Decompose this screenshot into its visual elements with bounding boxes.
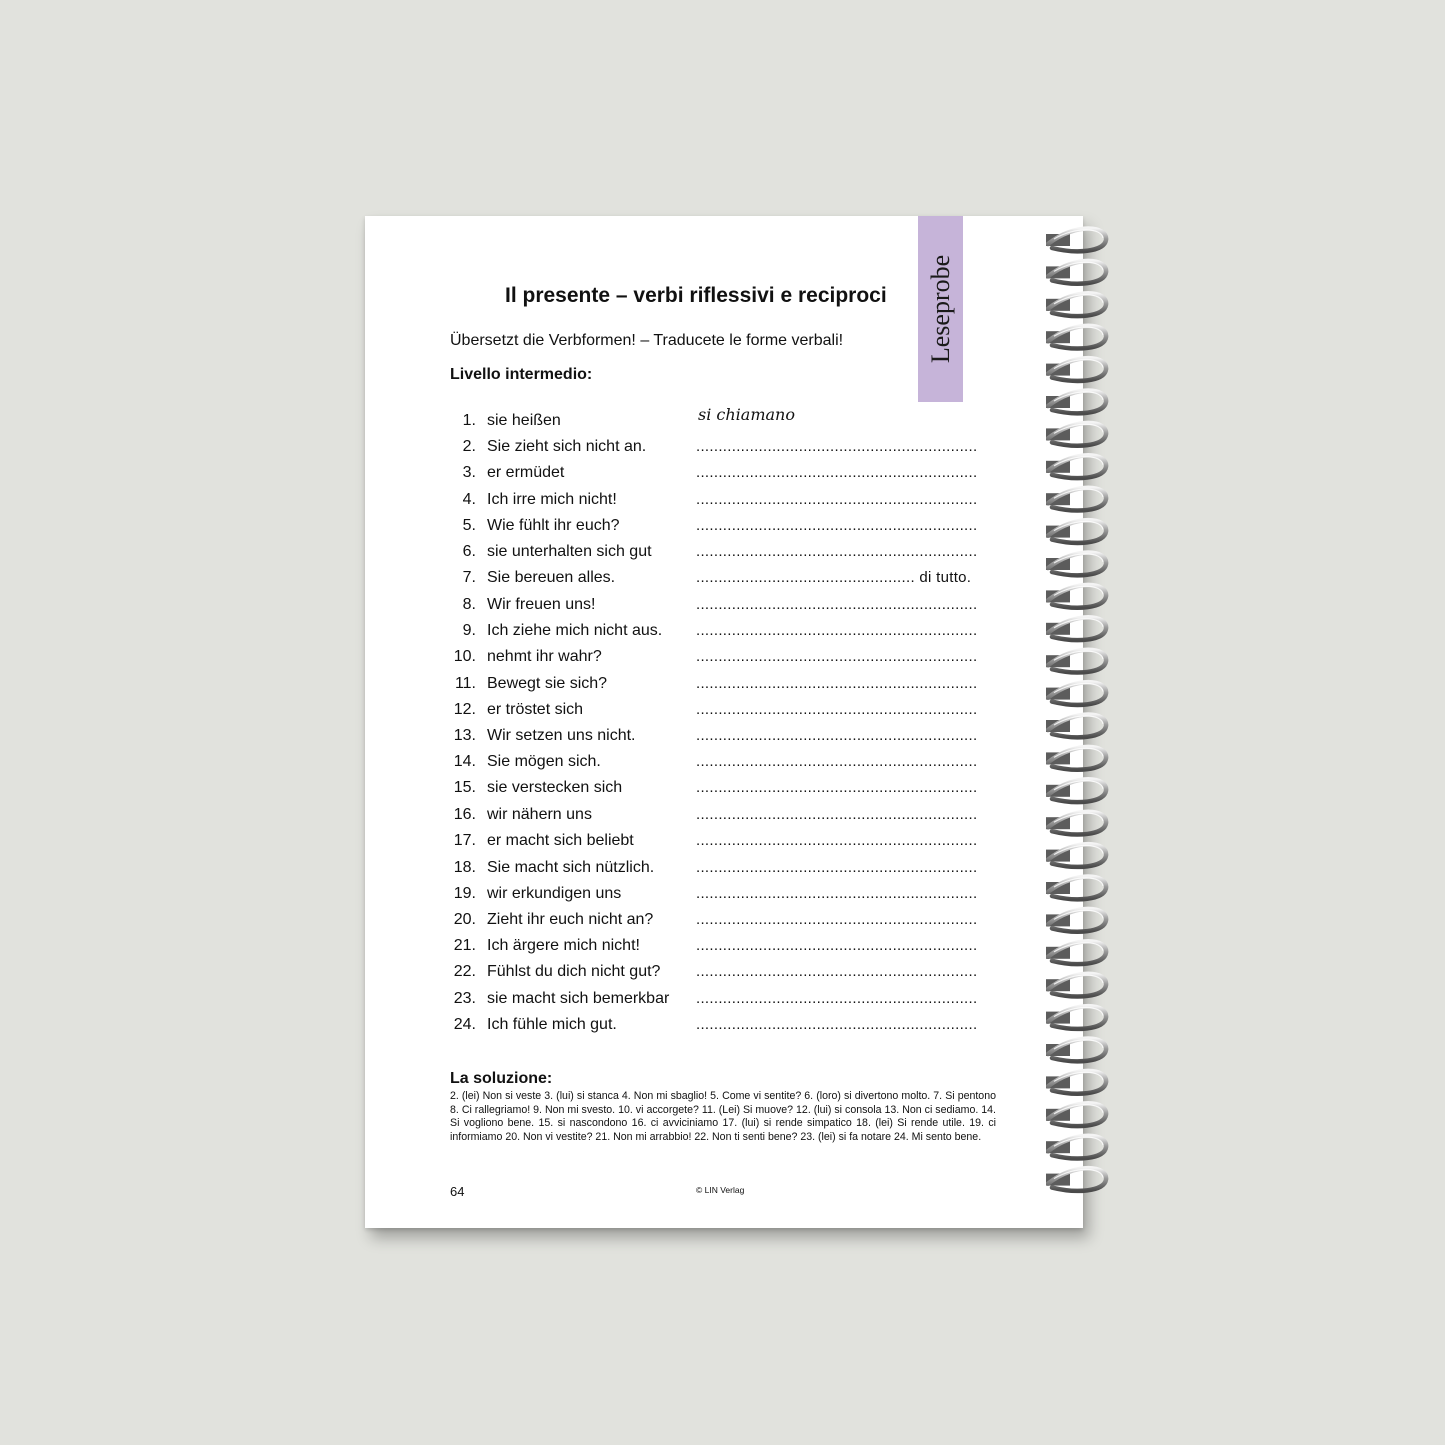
exercise-row xyxy=(450,752,992,778)
exercise-answer-blank[interactable]: ............................................................... xyxy=(696,806,978,823)
exercise-number: 9. xyxy=(462,622,476,639)
exercise-number: 21. xyxy=(453,937,476,954)
copyright-notice: © LIN Verlag xyxy=(696,1185,745,1195)
exercise-answer-blank[interactable]: ............................................................... xyxy=(696,779,978,796)
exercise-german: Sie mögen sich. xyxy=(487,753,601,770)
page-number: 64 xyxy=(450,1184,465,1199)
spiral-coil xyxy=(1046,293,1106,316)
spiral-coil xyxy=(1046,747,1106,770)
exercise-answer-handwritten: si chiamano xyxy=(698,405,795,424)
spiral-coil xyxy=(1046,1168,1106,1191)
exercise-answer-blank[interactable]: ............................................................... xyxy=(696,937,978,954)
instruction-text: Übersetzt die Verbformen! – Traducete le forme verbali! xyxy=(450,332,844,349)
exercise-row xyxy=(450,700,992,726)
spiral-coil xyxy=(1046,261,1106,284)
exercise-german: Zieht ihr euch nicht an? xyxy=(487,911,654,928)
exercise-number: 19. xyxy=(453,885,476,902)
leseprobe-tab-label: Leseprobe xyxy=(925,254,955,364)
spiral-coil xyxy=(1046,455,1106,478)
exercise-row xyxy=(450,726,992,752)
leseprobe-tab xyxy=(918,216,963,402)
exercise-row xyxy=(450,989,992,1015)
spiral-coil xyxy=(1046,229,1106,252)
exercise-row xyxy=(450,1015,992,1041)
exercise-number: 14. xyxy=(453,753,476,770)
exercise-number: 17. xyxy=(453,832,476,849)
spiral-coil xyxy=(1046,1039,1106,1062)
exercise-number: 11. xyxy=(454,675,476,692)
spiral-binding xyxy=(1046,224,1110,1226)
exercise-row xyxy=(450,805,992,831)
spiral-coil xyxy=(1046,391,1106,414)
exercise-answer-blank[interactable]: ............................................................... xyxy=(696,990,978,1007)
spiral-coil xyxy=(1046,682,1106,705)
exercise-german: er ermüdet xyxy=(487,464,565,481)
exercise-number: 18. xyxy=(453,859,476,876)
spiral-coil xyxy=(1046,779,1106,802)
spiral-coil xyxy=(1046,553,1106,576)
exercise-row xyxy=(450,936,992,962)
exercise-number: 10. xyxy=(453,648,476,665)
spiral-coil xyxy=(1046,488,1106,511)
exercise-answer-blank[interactable]: ............................................................... xyxy=(696,648,978,665)
exercise-row xyxy=(450,647,992,673)
level-heading: Livello intermedio: xyxy=(450,366,593,383)
exercise-german: Sie zieht sich nicht an. xyxy=(487,438,647,455)
spiral-coil xyxy=(1046,617,1106,640)
exercise-german: wir erkundigen uns xyxy=(487,885,622,902)
exercise-answer-blank[interactable]: ............................................................... xyxy=(696,885,978,902)
exercise-row xyxy=(450,910,992,936)
exercise-row xyxy=(450,542,992,568)
spiral-coil xyxy=(1046,877,1106,900)
exercise-row xyxy=(450,463,992,489)
exercise-number: 15. xyxy=(453,779,476,796)
exercise-answer-blank[interactable]: ............................................................... xyxy=(696,517,978,534)
solution-heading: La soluzione: xyxy=(450,1070,553,1087)
exercise-german: Wir freuen uns! xyxy=(487,596,596,613)
spiral-coil xyxy=(1046,650,1106,673)
exercise-number: 5. xyxy=(462,517,476,534)
exercise-german: nehmt ihr wahr? xyxy=(487,648,602,665)
spiral-coil xyxy=(1046,812,1106,835)
exercise-number: 8. xyxy=(462,596,476,613)
page-title: Il presente – verbi riflessivi e reciproci xyxy=(505,284,887,307)
spiral-coil xyxy=(1046,423,1106,446)
exercise-number: 22. xyxy=(453,963,476,980)
exercise-row xyxy=(450,490,992,516)
spiral-coil xyxy=(1046,715,1106,738)
exercise-german: sie verstecken sich xyxy=(487,779,623,796)
spiral-coil xyxy=(1046,358,1106,381)
exercise-answer-blank[interactable]: ............................................................... xyxy=(696,911,978,928)
exercise-number: 3. xyxy=(462,464,476,481)
exercise-answer-blank[interactable]: ............................................................... xyxy=(696,543,978,560)
spiral-coil xyxy=(1046,941,1106,964)
spiral-coil xyxy=(1046,1103,1106,1126)
exercise-answer-blank[interactable]: ............................................................... xyxy=(696,622,978,639)
exercise-number: 6. xyxy=(462,543,476,560)
exercise-row xyxy=(450,595,992,621)
exercise-answer-blank[interactable]: ............................................................... xyxy=(696,701,978,718)
exercise-german: Bewegt sie sich? xyxy=(487,675,608,692)
exercise-german: wir nähern uns xyxy=(487,806,592,823)
exercise-answer-blank[interactable]: ............................................................... xyxy=(696,464,978,481)
exercise-row xyxy=(450,884,992,910)
exercise-answer-blank[interactable]: ............................................................... xyxy=(696,1016,978,1033)
exercise-answer-blank[interactable]: ............................................................... xyxy=(696,832,978,849)
spiral-coil xyxy=(1046,1136,1106,1159)
exercise-answer-blank[interactable]: ............................................................... xyxy=(696,727,978,744)
exercise-german: er tröstet sich xyxy=(487,701,584,718)
exercise-row xyxy=(450,437,992,463)
spiral-coil xyxy=(1046,326,1106,349)
exercise-number: 1. xyxy=(462,412,476,429)
exercise-german: er macht sich beliebt xyxy=(487,832,634,849)
spiral-coil xyxy=(1046,520,1106,543)
exercise-number: 13. xyxy=(453,727,476,744)
exercise-number: 7. xyxy=(462,569,476,586)
exercise-row xyxy=(450,962,992,988)
spiral-coil xyxy=(1046,844,1106,867)
exercise-row xyxy=(450,674,992,700)
exercise-german: sie macht sich bemerkbar xyxy=(487,990,670,1007)
exercise-number: 12. xyxy=(453,701,476,718)
exercise-answer-blank[interactable]: ............................................................... xyxy=(696,675,978,692)
exercise-row xyxy=(450,568,992,594)
exercise-row xyxy=(450,516,992,542)
exercise-answer-blank[interactable]: ............................................................... xyxy=(696,491,978,508)
exercise-german: Ich ziehe mich nicht aus. xyxy=(487,622,663,639)
spiral-coil xyxy=(1046,1006,1106,1029)
exercise-german: Sie macht sich nützlich. xyxy=(487,859,655,876)
exercise-german: Wie fühlt ihr euch? xyxy=(487,517,620,534)
exercise-number: 16. xyxy=(453,806,476,823)
exercise-german: sie heißen xyxy=(487,412,561,429)
spiral-coil xyxy=(1046,909,1106,932)
exercise-german: Sie bereuen alles. xyxy=(487,569,616,586)
exercise-answer-blank[interactable]: ................................................. di tutto. xyxy=(696,569,972,586)
notebook-page xyxy=(365,216,1083,1228)
exercise-german: sie unterhalten sich gut xyxy=(487,543,652,560)
exercise-german: Fühlst du dich nicht gut? xyxy=(487,963,661,980)
exercise-answer-blank[interactable]: ............................................................... xyxy=(696,963,978,980)
exercise-answer-blank[interactable]: ............................................................... xyxy=(696,859,978,876)
spiral-coil xyxy=(1046,585,1106,608)
exercise-german: Wir setzen uns nicht. xyxy=(487,727,636,744)
exercise-number: 24. xyxy=(453,1016,476,1033)
exercise-answer-blank[interactable]: ............................................................... xyxy=(696,753,978,770)
exercise-row xyxy=(450,831,992,857)
exercise-row xyxy=(450,405,992,437)
exercise-row xyxy=(450,858,992,884)
exercise-row xyxy=(450,778,992,804)
exercise-german: Ich irre mich nicht! xyxy=(487,491,617,508)
exercise-answer-blank[interactable]: ............................................................... xyxy=(696,438,978,455)
exercise-answer-blank[interactable]: ............................................................... xyxy=(696,596,978,613)
exercise-number: 4. xyxy=(462,491,476,508)
exercise-number: 2. xyxy=(462,438,476,455)
exercise-german: Ich ärgere mich nicht! xyxy=(487,937,640,954)
exercise-row xyxy=(450,621,992,647)
exercise-german: Ich fühle mich gut. xyxy=(487,1016,617,1033)
exercise-number: 20. xyxy=(453,911,476,928)
spiral-coil xyxy=(1046,1071,1106,1094)
exercise-number: 23. xyxy=(453,990,476,1007)
solution-text: 2. (lei) Non si veste 3. (lui) si stanca 4. Non mi sbaglio! 5. Come vi sentite? 6. (loro) si divertono molto. 7. Si pentono 8. Ci rallegriamo! 9. Non mi svesto. 10. vi accorgete? 11. (Lei) Si muove? 12. (lui) si consola 13. Non ci sediamo. 14. Si vogliono bene. 15. si nascondono 16. ci avviciniamo 17. (lui) si rende simpatico 18. (lei) Si rende utile. 19. ci informiamo 20. Non vi vestite? 21. Non mi arrabbio! 22. Non ti senti bene? 23. (lei) si fa notare 24. Mi sento bene. xyxy=(450,1090,996,1143)
spiral-coil xyxy=(1046,974,1106,997)
